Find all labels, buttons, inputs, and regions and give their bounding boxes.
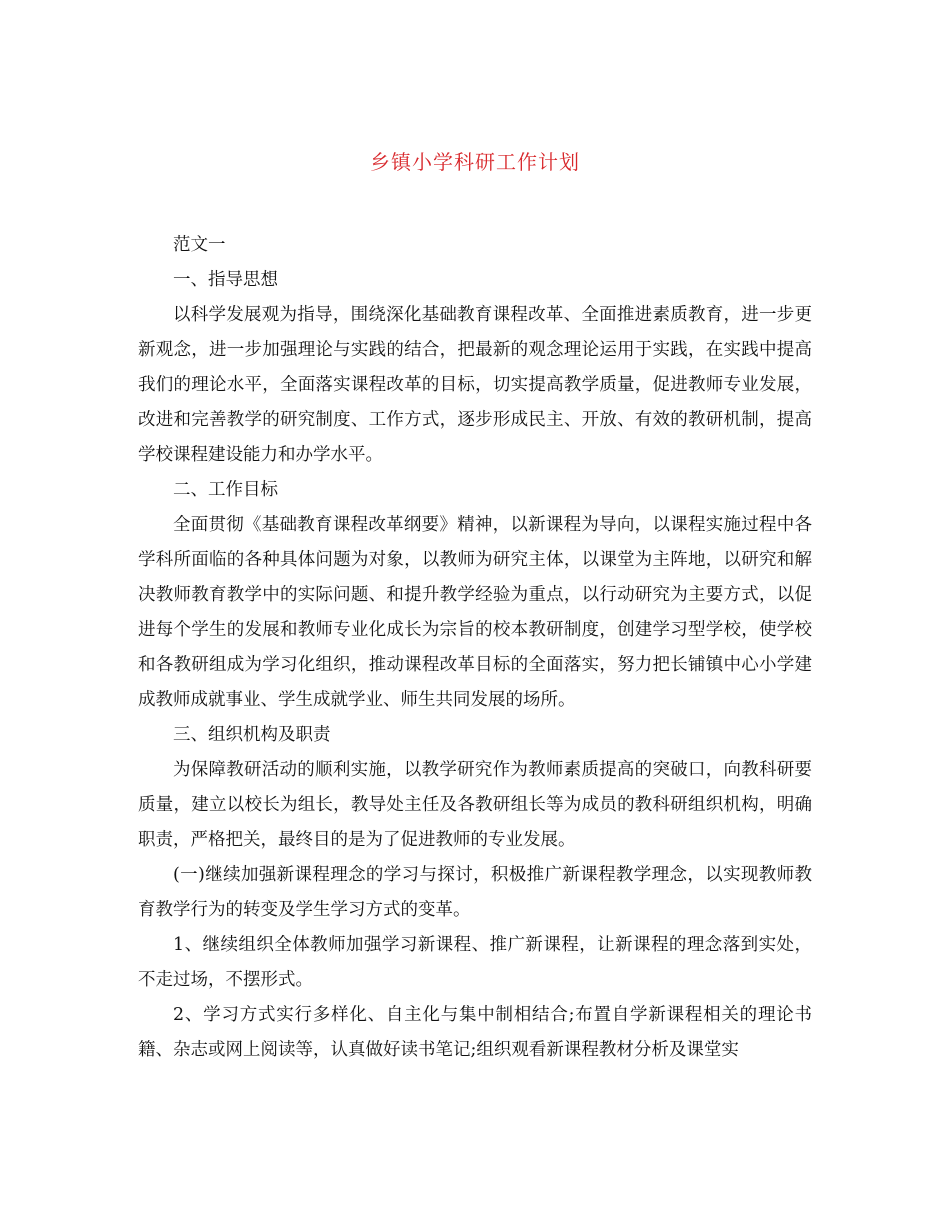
paragraph-guiding-thought: 以科学发展观为指导，围绕深化基础教育课程改革、全面推进素质教育，进一步更新观念，进一步加强理论与实践的结合，把最新的观念理论运用于实践，在实践中提高我们的理论水平，全面落实课程改革的目标，切实提高教学质量，促进教师专业发展，改进和完善教学的研究制度、工作方式，逐步形成民主、开放、有效的教研机制，提高学校课程建设能力和办学水平。 — [138, 305, 812, 465]
paragraph-item-1: 1、继续组织全体教师加强学习新课程、推广新课程，让新课程的理念落到实处，不走过场，不摆形式。 — [138, 935, 812, 990]
section-heading-guiding-thought: 一、指导思想 — [173, 270, 278, 290]
section-heading-organization: 三、组织机构及职责 — [173, 725, 331, 745]
paragraph-item-2: 2、学习方式实行多样化、自主化与集中制相结合;布置自学新课程相关的理论书籍、杂志或网上阅读等，认真做好读书笔记;组织观看新课程教材分析及课堂实 — [138, 1005, 812, 1060]
paragraph-sample-label: 范文一 — [173, 235, 226, 255]
paragraph-work-goals: 全面贯彻《基础教育课程改革纲要》精神，以新课程为导向，以课程实施过程中各学科所面临的各种具体问题为对象，以教师为研究主体，以课堂为主阵地，以研究和解决教师教育教学中的实际问题、和提升教学经验为重点，以行动研究为主要方式，以促进每个学生的发展和教师专业化成长为宗旨的校本教研制度，创建学习型学校，使学校和各教研组成为学习化组织，推动课程改革目标的全面落实，努力把长铺镇中心小学建成教师成就事业、学生成就学业、师生共同发展的场所。 — [138, 515, 812, 710]
paragraph-item-one: (一)继续加强新课程理念的学习与探讨，积极推广新课程教学理念，以实现教师教育教学行为的转变及学生学习方式的变革。 — [138, 865, 812, 920]
document-title: 乡镇小学科研工作计划 — [370, 150, 580, 174]
section-heading-work-goals: 二、工作目标 — [173, 480, 278, 500]
document-body — [138, 228, 812, 1068]
paragraph-organization: 为保障教研活动的顺利实施，以教学研究作为教师素质提高的突破口，向教科研要质量，建立以校长为组长，教导处主任及各教研组长等为成员的教科研组织机构，明确职责，严格把关，最终目的是为了促进教师的专业发展。 — [138, 760, 812, 850]
